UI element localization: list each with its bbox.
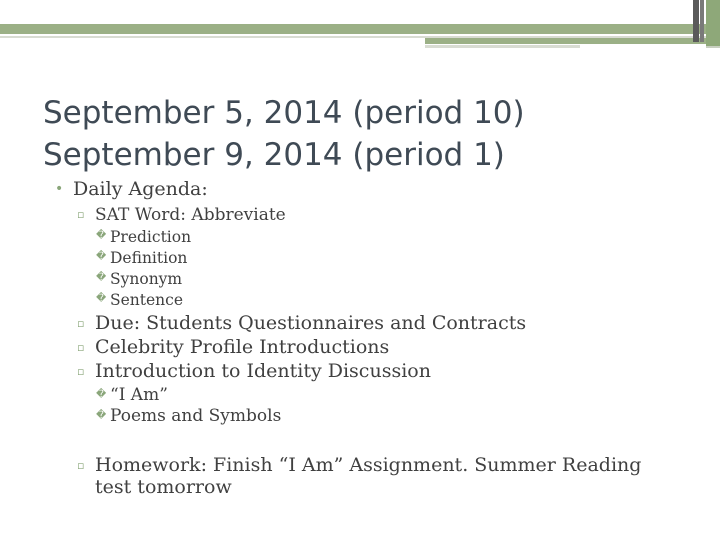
corner-bar-green [706, 0, 720, 46]
bullet-level1: • [55, 181, 64, 197]
corner-bar-dark [693, 0, 699, 42]
agenda-subitem: Definition [110, 249, 188, 267]
corner-bar-line [706, 46, 720, 48]
bullet-level3: � [96, 272, 107, 283]
bullet-level2: ▫ [77, 365, 85, 378]
agenda-subitem: Sentence [110, 291, 184, 309]
agenda-item: Due: Students Questionnaires and Contracts [95, 312, 527, 334]
agenda-subitem: “I Am” [110, 385, 168, 405]
header-accent-gray [425, 45, 580, 48]
bullet-level3: � [96, 410, 107, 421]
title-line-2: September 9, 2014 (period 1) [43, 137, 505, 173]
agenda-item: Celebrity Profile Introductions [95, 336, 390, 358]
header-bar-green [0, 24, 706, 34]
bullet-level2: ▫ [77, 459, 85, 472]
agenda-item-homework-continuation: test tomorrow [95, 476, 232, 498]
bullet-level2: ▫ [77, 208, 85, 221]
bullet-level3: � [96, 230, 107, 241]
header-accent-green [425, 38, 706, 44]
bullet-level3: � [96, 293, 107, 304]
agenda-subitem: Synonym [110, 270, 183, 288]
agenda-item-homework: Homework: Finish “I Am” Assignment. Summer Reading [95, 454, 642, 476]
agenda-subitem: Prediction [110, 228, 192, 246]
corner-bar-dark-2 [700, 0, 704, 42]
bullet-level2: ▫ [77, 341, 85, 354]
bullet-level3: � [96, 389, 107, 400]
agenda-subitem: Poems and Symbols [110, 406, 282, 426]
slide-title [43, 92, 525, 176]
title-line-1: September 5, 2014 (period 10) [43, 95, 525, 131]
agenda-item: SAT Word: Abbreviate [95, 205, 286, 225]
bullet-level3: � [96, 251, 107, 262]
agenda-item: Introduction to Identity Discussion [95, 360, 431, 382]
agenda-heading: Daily Agenda: [73, 178, 208, 200]
bullet-level2: ▫ [77, 317, 85, 330]
